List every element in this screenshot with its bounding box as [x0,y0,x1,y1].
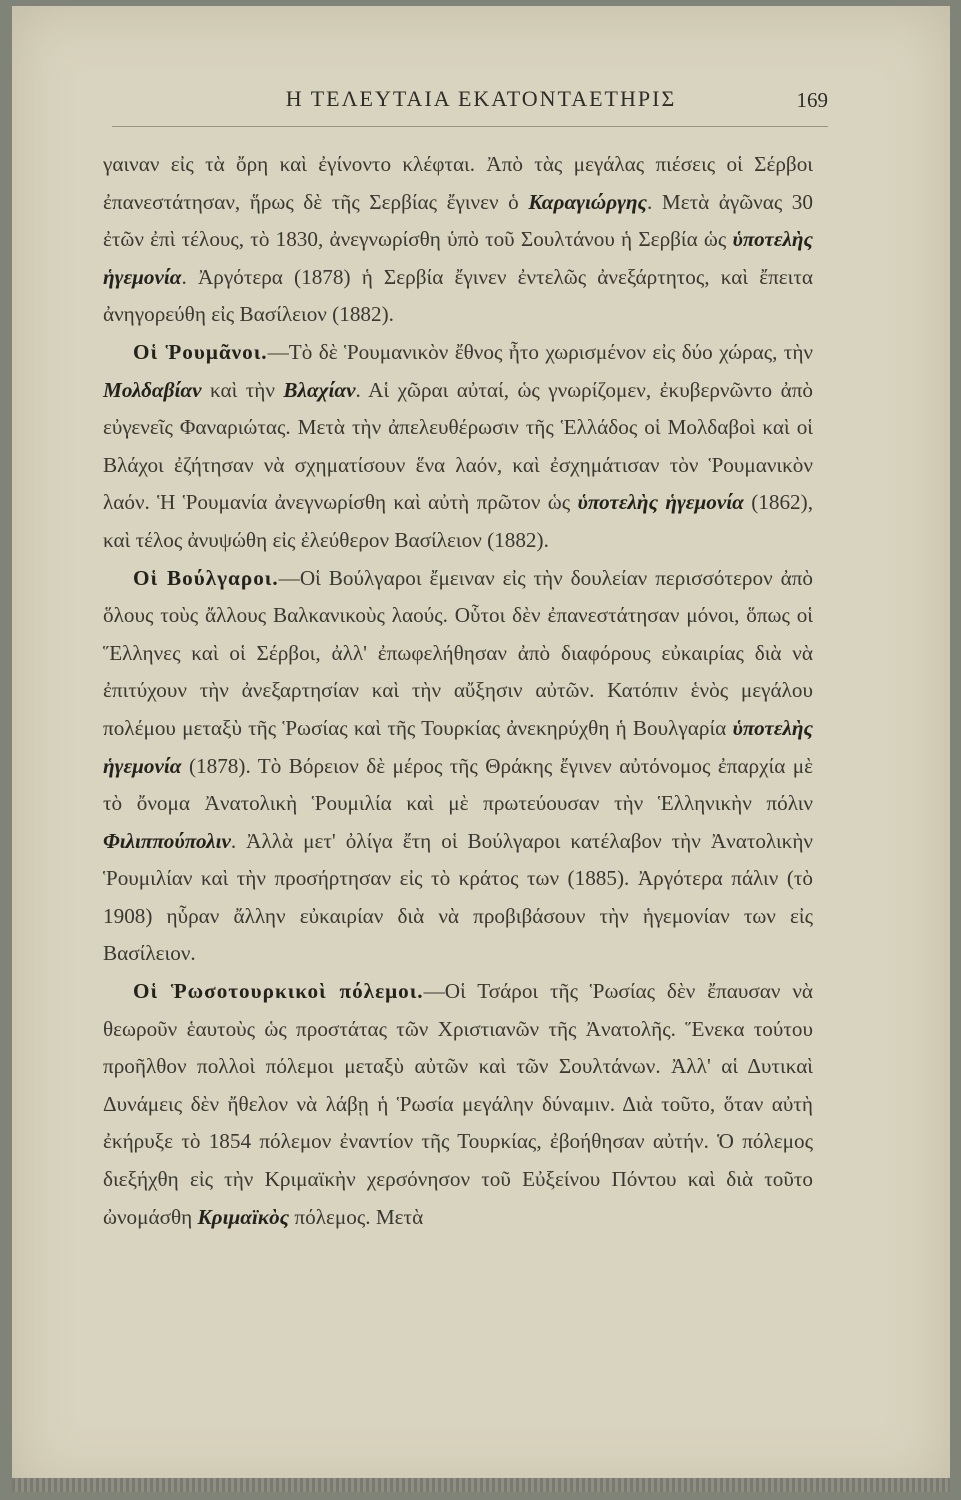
text-run: —Οἱ Τσάροι τῆς Ῥωσίας δὲν ἔπαυσαν νὰ θεωροῦν ἑαυτοὺς ὡς προστάτας τῶν Χριστιανῶν τῆς Ἀνατολῆς. Ἕνεκα τούτου προῆλθον πολλοὶ πόλεμοι μεταξὺ αὐτῶν καὶ τῶν Σουλτάνων. Ἀλλ' αἱ Δυτικαὶ Δυνάμεις δὲν ἤθελον νὰ λάβῃ ἡ Ῥωσία μεγάλην δύναμιν. Διὰ τοῦτο, ὅταν αὐτὴ ἐκήρυξε τὸ 1854 πόλεμον ἐναντίον τῆς Τουρκίας, ἐβοήθησαν αὐτήν. Ὁ πόλεμος διεξήχθη εἰς τὴν Κριμαϊκὴν χερσόνησον τοῦ Εὐξείνου Πόντου καὶ διὰ τοῦτο ὠνομάσθη [103,979,813,1229]
text-run: (1862), καὶ τέλος ἀνυψώθη εἰς ἐλεύθερον Βασίλειον (1882). [103,490,813,552]
text-run: . Αἱ χῶραι αὐταί, ὡς γνωρίζομεν, ἐκυβερνῶντο ἀπὸ εὐγενεῖς Φαναριώτας. Μετὰ τὴν ἀπελευθέρωσιν τῆς Ἑλλάδος οἱ Μολδαβοὶ καὶ οἱ Βλάχοι ἐζήτησαν νὰ σχηματίσουν ἕνα λαόν, καὶ ἐσχημάτισαν τὸν Ῥουμανικὸν λαόν. Ἡ Ῥουμανία ἀνεγνωρίσθη καὶ αὐτὴ πρῶτον ὡς [103,377,814,515]
emphasis-moldavia: Μολδαβίαν [103,377,202,402]
text-run: γαιναν εἰς τὰ ὄρη καὶ ἐγίνοντο κλέφται. Ἀπὸ τὰς μεγάλας πιέσεις οἱ Σέρβοι ἐπανεστάτησαν, ἥρως δὲ τῆς Σερβίας ἔγινεν ὁ [103,152,813,214]
section-heading-russo-turkish-wars: Οἱ Ῥωσοτουρκικοὶ πόλεμοι. [133,979,424,1004]
emphasis-philippoupolis: Φιλιππούπολιν [103,828,231,853]
emphasis-crimean: Κριμαϊκὸς [197,1204,290,1229]
paragraph-serbia [103,146,813,334]
page-bottom-edge [12,1478,950,1492]
emphasis-wallachia: Βλαχίαν [283,377,356,402]
running-title: Η ΤΕΛΕΥΤΑΙΑ ΕΚΑΤΟΝΤΑΕΤΗΡΙΣ [285,86,677,111]
text-run: (1878). Τὸ Βόρειον δὲ μέρος τῆς Θράκης ἔγινεν αὐτόνομος ἐπαρχία μὲ τὸ ὄνομα Ἀνατολικὴ Ῥουμιλία καὶ μὲ πρωτεύουσαν τὴν Ἑλληνικὴν πόλιν [103,753,813,816]
text-run: . Μετὰ ἀγῶνας 30 ἐτῶν ἐπὶ τέλους, τὸ 1830, ἀνεγνωρίσθη ὑπὸ τοῦ Σουλτάνου ἡ Σερβία ὡς [103,189,813,252]
paragraph-bulgarians [103,560,813,974]
text-run: —Τὸ δὲ Ῥουμανικὸν ἔθνος ἦτο χωρισμένον εἰς δύο χώρας, τὴν [267,339,813,364]
header-rule [112,126,828,127]
page-number: 169 [796,88,828,112]
text-run: —Οἱ Βούλγαροι ἔμειναν εἰς τὴν δουλείαν περισσότερον ἀπὸ ὅλους τοὺς ἄλλους Βαλκανικοὺς λαούς. Οὗτοι δὲν ἐπανεστάτησαν μόνοι, ὅπως οἱ Ἕλληνες καὶ οἱ Σέρβοι, ἀλλ' ἐπωφελήθησαν ἀπὸ διαφόρους εὐκαιρίας διὰ νὰ ἐπιτύχουν τὴν ἀνεξαρτησίαν καὶ τὴν αὔξησιν αὐτῶν. Κατόπιν ἑνὸς μεγάλου πολέμου μεταξὺ τῆς Ῥωσίας καὶ τῆς Τουρκίας ἀνεκηρύχθη ἡ Βουλγαρία [103,565,813,740]
section-heading-romanians: Οἱ Ῥουμᾶνοι. [133,339,268,364]
paragraph-russo-turkish-wars [103,973,813,1236]
emphasis-vassal-principality: ὑποτελὴς ἡγεμονία [577,490,744,515]
emphasis-vassal-principality: ὑποτελὴς ἡγεμονία [103,715,813,778]
book-page [12,6,950,1492]
paragraph-romanians [103,334,813,560]
page-header [12,86,950,116]
emphasis-vassal-principality: ὑποτελὴς ἡγεμονία [103,227,813,289]
body-text [103,146,813,1236]
text-run: . Ἀλλὰ μετ' ὀλίγα ἔτη οἱ Βούλγαροι κατέλαβον τὴν Ἀνατολικὴν Ῥουμιλίαν καὶ τὴν προσήρτησαν εἰς τὸ κράτος των (1885). Ἀργότερα πάλιν (τὸ 1908) ηὗραν ἄλλην εὐκαιρίαν διὰ νὰ προβιβάσουν τὴν ἡγεμονίαν των εἰς Βασίλειον. [103,828,813,966]
text-run: πόλεμος. Μετὰ [289,1204,424,1229]
section-heading-bulgarians: Οἱ Βούλγαροι. [133,565,279,590]
text-run: . Ἀργότερα (1878) ἡ Σερβία ἔγινεν ἐντελῶς ἀνεξάρτητος, καὶ ἔπειτα ἀνηγορεύθη εἰς Βασίλειον (1882). [103,264,813,327]
emphasis-karageorge: Καραγιώργης [528,189,647,214]
text-run: καὶ τὴν [201,377,284,402]
